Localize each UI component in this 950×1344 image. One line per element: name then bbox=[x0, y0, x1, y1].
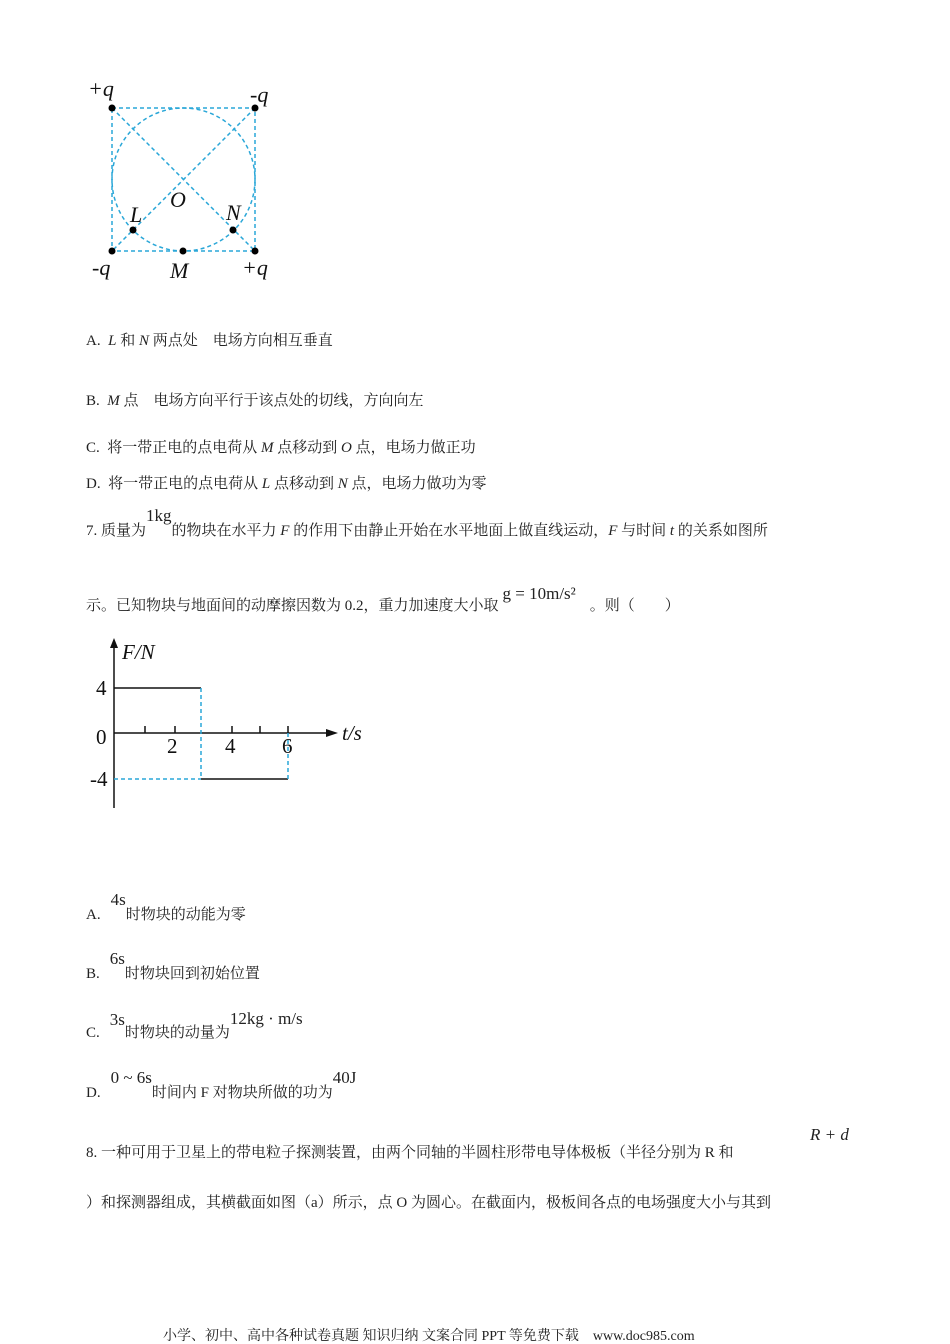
footer-link[interactable]: www.doc985.com bbox=[592, 1329, 695, 1344]
x-tick: 6 bbox=[282, 734, 293, 758]
charge-square-figure bbox=[80, 70, 290, 290]
q8-line1: 8. 一种可用于卫星上的带电粒子探测装置，由两个同轴的半圆柱形带电导体极板（半径分别为 R 和 bbox=[86, 1145, 734, 1161]
q8-line2: ）和探测器组成，其横截面如图（a）所示，点 O 为圆心。在截面内，极板间各点的电场强度大小与其到 bbox=[86, 1195, 771, 1211]
charge-label: -q bbox=[250, 82, 269, 107]
q8-radius: R + d bbox=[810, 1125, 849, 1144]
footer: 小学、初中、高中各种试卷真题 知识归纳 文案合同 PPT 等免费下载 www.doc985.com bbox=[163, 1329, 695, 1344]
option-c: C. 将一带正电的点电荷从 M 点移动到 O 点，电场力做正功 bbox=[86, 440, 476, 456]
charge-label: +q bbox=[88, 76, 114, 101]
q7-option-c: C.3s时物块的动量为12kg · m/s bbox=[86, 1009, 303, 1041]
option-b: B. M 点 电场方向平行于该点处的切线，方向向左 bbox=[86, 393, 424, 409]
charge-label: -q bbox=[92, 255, 111, 280]
point-label: O bbox=[170, 187, 186, 212]
option-d: D. 将一带正电的点电荷从 L 点移动到 N 点，电场力做功为零 bbox=[86, 476, 487, 492]
point-label: N bbox=[226, 200, 241, 225]
y-tick: 0 bbox=[96, 725, 107, 749]
q7-option-b: B.6s时物块回到初始位置 bbox=[86, 949, 260, 982]
option-a: A. L 和 N 两点处 电场方向相互垂直 bbox=[86, 333, 333, 349]
q7-line2: 示。已知物块与地面间的动摩擦因数为 0.2，重力加速度大小取g = 10m/s²。则（ ） bbox=[86, 584, 680, 614]
y-tick: -4 bbox=[90, 767, 108, 791]
x-axis-label: t/s bbox=[342, 721, 362, 745]
q7-option-d: D.0 ~ 6s时间内 F 对物块所做的功为40J bbox=[86, 1068, 357, 1101]
y-tick: 4 bbox=[96, 676, 107, 700]
charge-label: +q bbox=[242, 255, 268, 280]
point-label: L bbox=[130, 202, 143, 227]
x-tick: 4 bbox=[225, 734, 236, 758]
q7-option-a: A.4s时物块的动能为零 bbox=[86, 890, 246, 923]
x-tick: 2 bbox=[167, 734, 178, 758]
point-label: M bbox=[170, 258, 189, 283]
q7-line1: 7. 质量为1kg的物块在水平力 F 的作用下由静止开始在水平地面上做直线运动，F 与时间 t 的关系如图所 bbox=[86, 506, 768, 539]
y-axis-label: F/N bbox=[122, 640, 155, 664]
force-time-graph bbox=[80, 630, 380, 820]
